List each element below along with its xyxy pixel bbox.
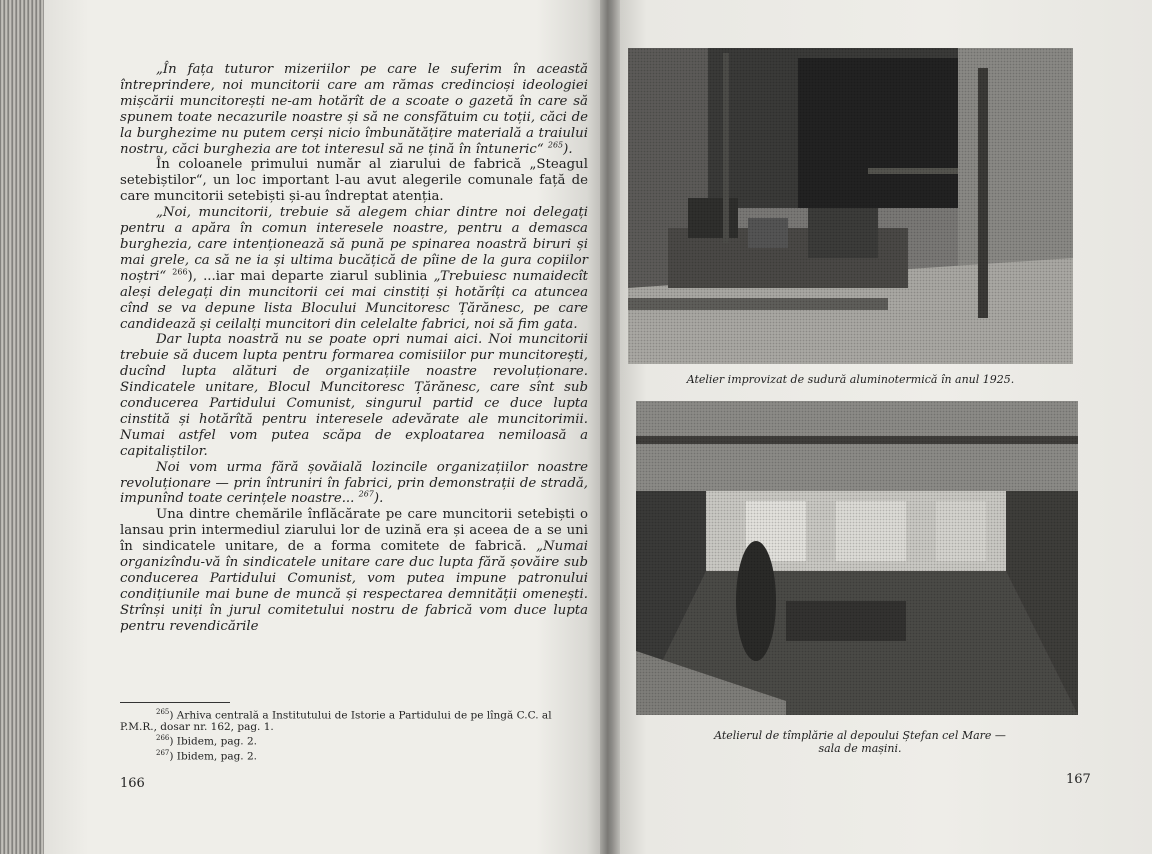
text-segment: „Noi, muncitorii, trebuie să alegem chiar dintre noi delegați pentru a apăra în comun interesele noastre, pentru a demasca burghezia, care intenționează să pună pe spinarea noastră biruri și mai grele, ca să ne ia și ultima bucățică de pîine de la gura copiilor noștri“ bbox=[120, 205, 588, 284]
body-text bbox=[120, 62, 588, 635]
body-paragraph bbox=[120, 157, 588, 205]
footnote bbox=[120, 748, 590, 763]
footnote-text: ) Ibidem, pag. 2. bbox=[169, 750, 257, 763]
footnote-number: 267 bbox=[156, 749, 170, 758]
text-segment: ), ...iar mai departe ziarul sublinia bbox=[187, 268, 434, 284]
footnote-text: ) Ibidem, pag. 2. bbox=[169, 735, 257, 748]
text-segment: Dar lupta noastră nu se poate opri numai aici. Noi muncitorii trebuie să ducem lupta pentru formarea comisiilor pur muncitorești, ducînd lupta alături de organizațiile noastre revoluționare. Sindicatele unitare, Blocul Muncitoresc Țărănesc, care sînt sub conducerea Partidului Comunist, singurul partid ce duce lupta cinstită și hotărîtă pentru interesele adevărate ale muncitorimii. Numai astfel vom putea scăpa de exploatarea nemiloasă a capitaliștilor. bbox=[120, 332, 588, 459]
page-number-left: 166 bbox=[120, 776, 145, 791]
footnote-ref: 266 bbox=[172, 267, 188, 277]
photo-carpentry-hall bbox=[636, 401, 1078, 715]
footnote bbox=[120, 707, 590, 733]
text-segment: În coloanele primului număr al ziarului de fabrică „Steagul setebiștilor“, un loc important l-au avut alegerile comunale față de care muncitorii setebiști și-au îndreptat atenția. bbox=[120, 157, 588, 205]
text-segment: ). bbox=[563, 141, 573, 157]
caption-top: Atelier improvizat de sudură aluminotermică în anul 1925. bbox=[686, 373, 1015, 386]
body-paragraph bbox=[120, 62, 588, 157]
footnote-text: ) Arhiva centrală a Institutului de Istorie a Partidului de pe lîngă C.C. al P.M.R., dosar nr. 162, pag. 1. bbox=[120, 709, 552, 733]
text-segment: „Trebuiesc numaidecît aleși delegați din muncitorii cei mai cinstiți și hotărîți ca atuncea cînd se va depune lista Blocului Muncitoresc Țărănesc, pe care candidează și ceilalți muncitori din celelalte fabrici, noi să fim gata. bbox=[120, 268, 588, 332]
footnotes bbox=[120, 707, 590, 763]
footnote-rule bbox=[120, 702, 230, 703]
text-segment: Una dintre chemările înflăcărate pe care muncitorii setebiști o lansau prin intermediul ziarului lor de uzină era și aceea de a se uni în sindicatele unitare, de a forma comitete de fabrică. bbox=[120, 507, 588, 555]
footnote-ref: 267 bbox=[358, 490, 374, 500]
footnote bbox=[120, 733, 590, 748]
body-paragraph bbox=[120, 460, 588, 508]
footnote-number: 266 bbox=[156, 734, 170, 743]
body-paragraph bbox=[120, 332, 588, 459]
text-segment: Noi vom urma fără șovăială lozincile organizațiilor noastre revoluționare — prin întruniri în fabrici, prin demonstrații de stradă, impunînd toate cerințele noastre... bbox=[120, 459, 588, 507]
footnote-ref: 265 bbox=[547, 140, 564, 150]
text-segment: ). bbox=[373, 491, 384, 507]
book-gutter bbox=[600, 0, 622, 854]
footnote-number: 265 bbox=[156, 708, 170, 716]
text-segment: „Numai organizîndu-vă în sindicatele unitare care duc lupta fără șovăire sub conducerea Partidului Comunist, vom putea impune patronului condițiunile mai bune de muncă și respectarea demnității omenești. Strînși uniți în jurul comitetului nostru de fabrică vom duce lupta pentru revendicările bbox=[120, 539, 588, 634]
text-segment: „În fața tuturor mizeriilor pe care le suferim în această întreprindere, noi muncitorii care am rămas credincioși ideologiei mișcării muncitorești ne-am hotărît de a scoate o gazetă în care să spunem toate necazurile noastre și să ne consfătuim cu toții, căci de la burghezime nu putem cerși nicio îmbunătățire materială a traiului nostru, căci burghezia are tot interesul să ne țină în întuneric“ bbox=[120, 62, 588, 157]
body-paragraph bbox=[120, 205, 588, 332]
caption-bottom-line2: sala de mașini. bbox=[818, 742, 902, 755]
page-number-right: 167 bbox=[1066, 772, 1091, 787]
caption-bottom-line1: Atelierul de tîmplărie al depoului Ștefan cel Mare — bbox=[714, 729, 1006, 742]
photo-welding-workshop bbox=[628, 48, 1073, 364]
body-paragraph bbox=[120, 507, 588, 634]
